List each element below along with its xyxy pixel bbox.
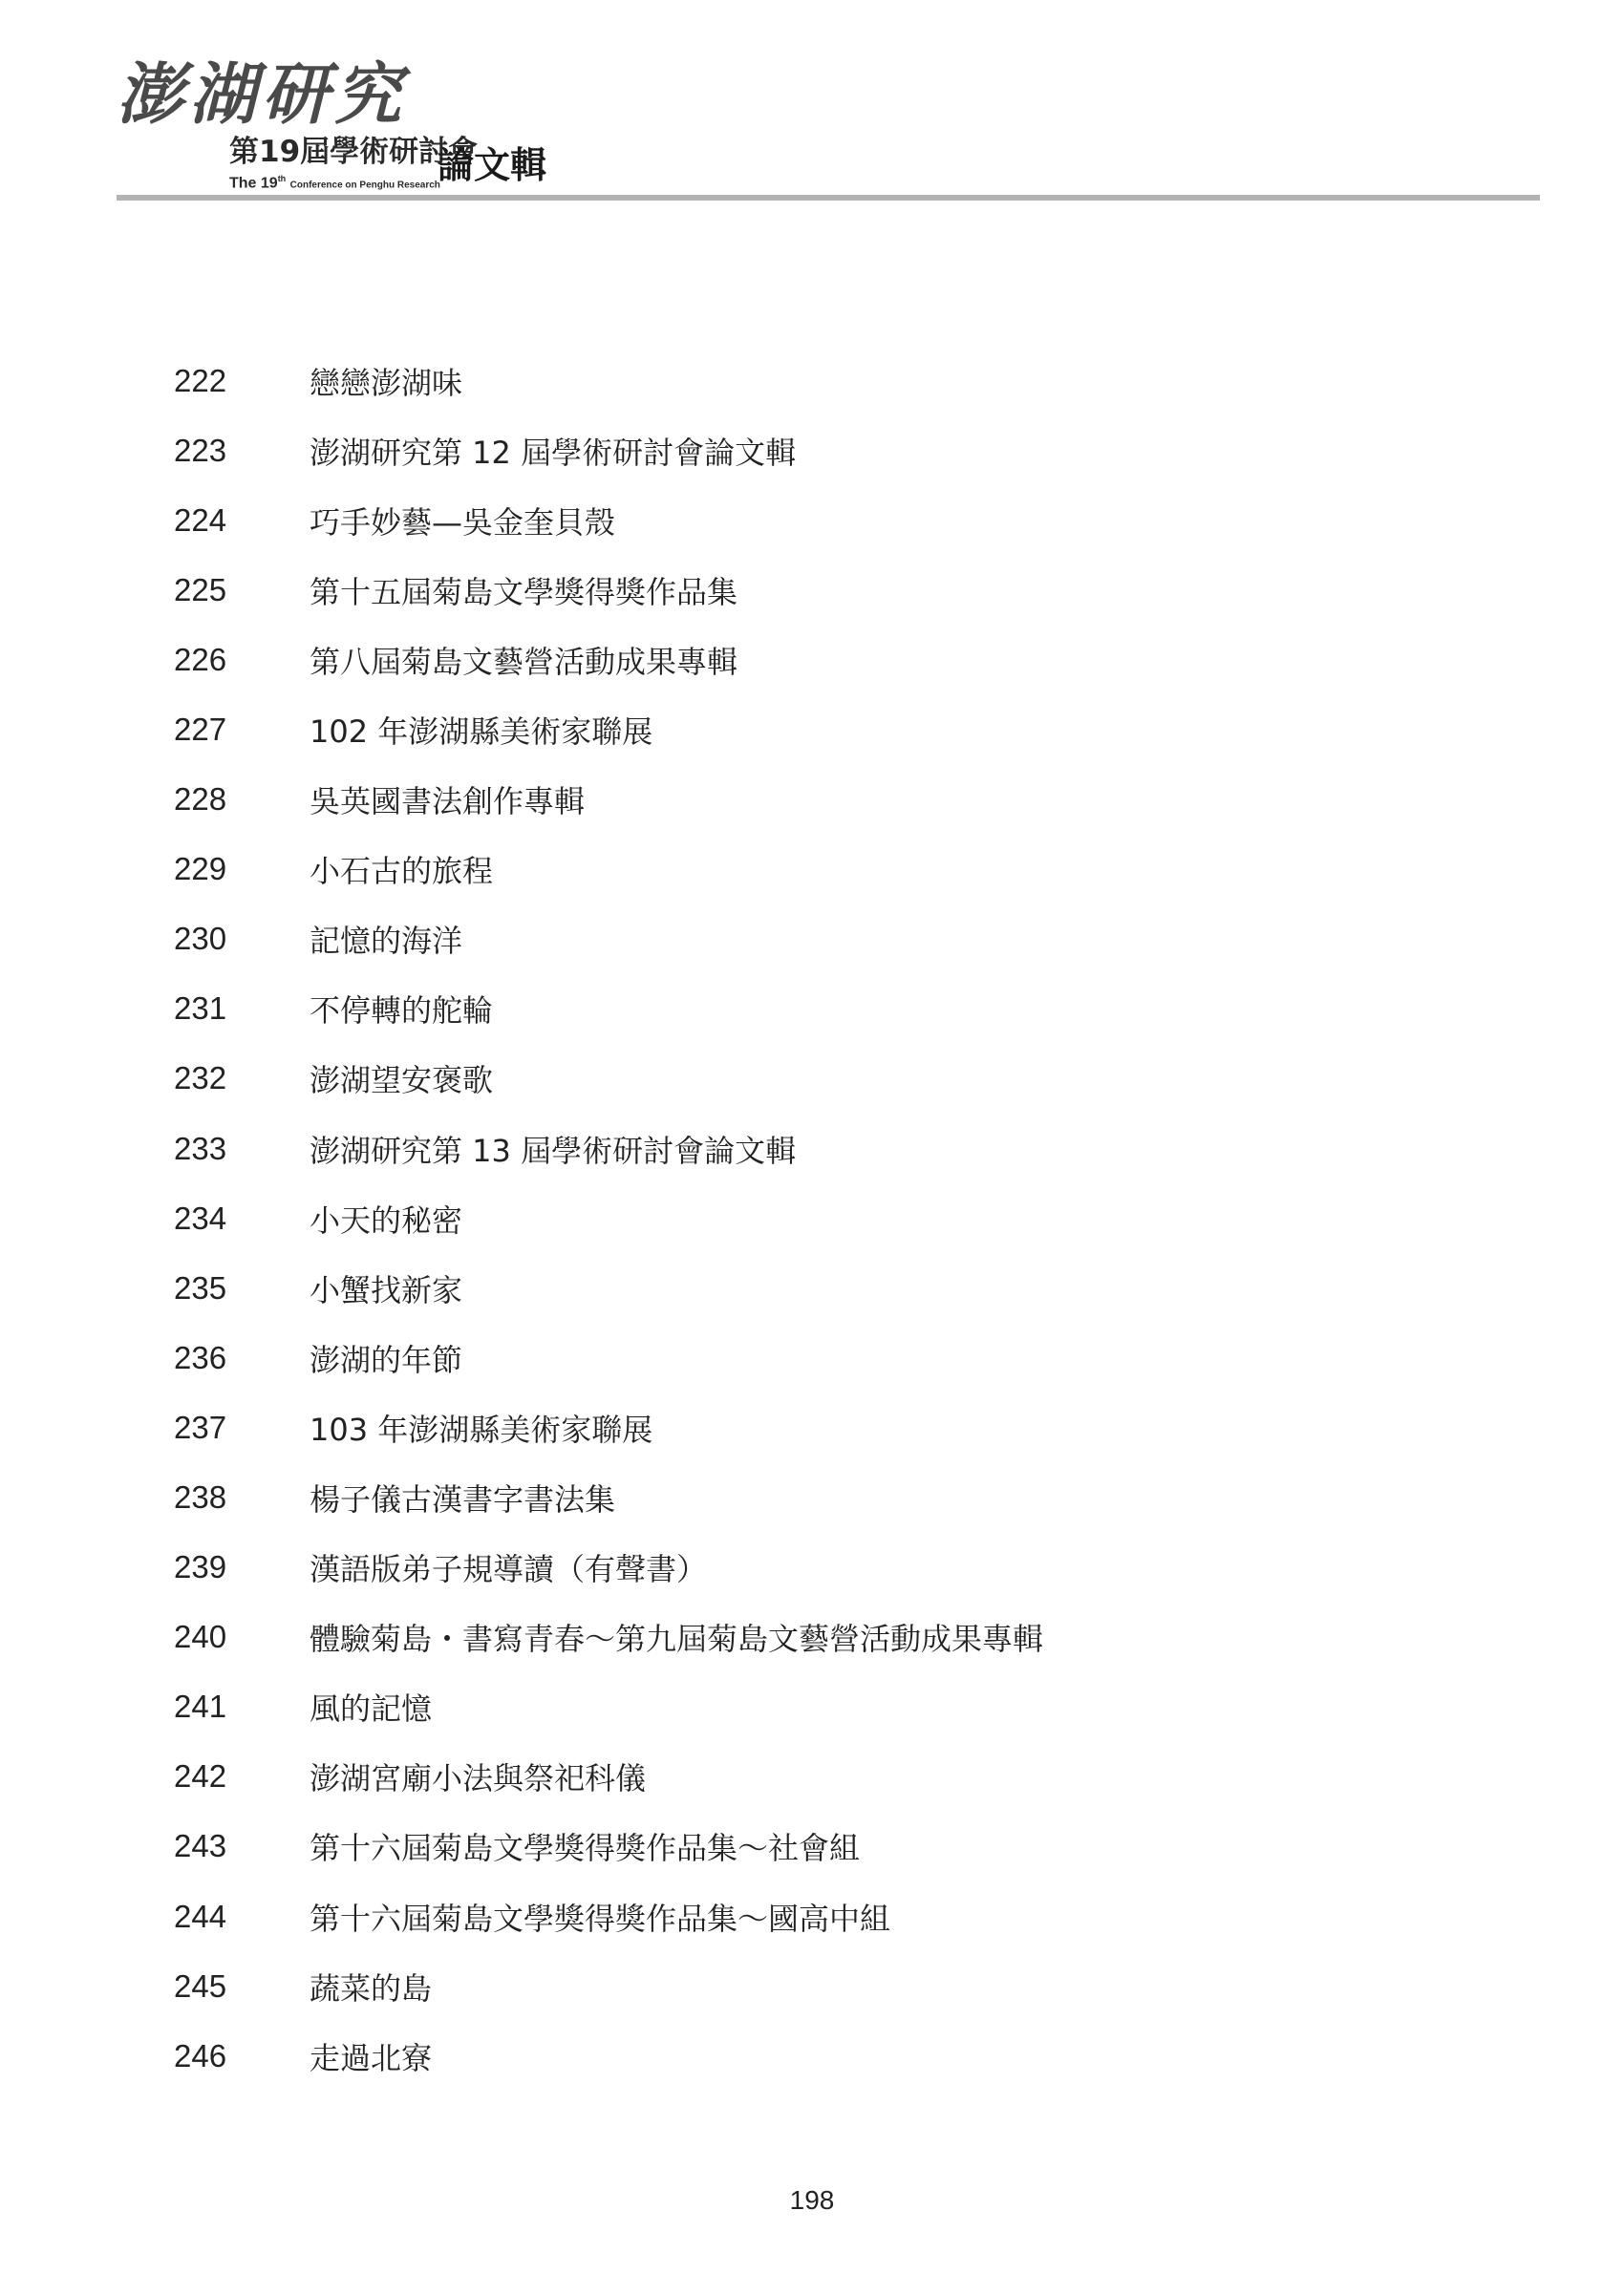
- list-item: [174, 835, 1464, 904]
- item-title: 體驗菊島・書寫青春～第九屆菊島文藝營活動成果專輯: [310, 1621, 1044, 1658]
- item-number: 224: [174, 501, 227, 538]
- item-number: 226: [174, 641, 227, 677]
- item-title: 蔬菜的島: [310, 1969, 433, 2007]
- list-item: [174, 904, 1464, 974]
- item-title: 第十五屆菊島文學獎得獎作品集: [310, 573, 738, 610]
- item-number: 245: [174, 1967, 227, 2004]
- list-item: [174, 1533, 1464, 1603]
- item-title: 不停轉的舵輪: [310, 992, 494, 1030]
- item-title: 小蟹找新家: [310, 1271, 463, 1308]
- item-title: 走過北寮: [310, 2039, 433, 2076]
- list-item: [174, 415, 1464, 485]
- item-number: 236: [174, 1339, 227, 1375]
- item-number: 235: [174, 1269, 227, 1306]
- logo-title: 澎湖研究: [117, 54, 407, 134]
- list-item: [174, 1044, 1464, 1114]
- item-title: 小天的秘密: [310, 1201, 463, 1239]
- item-title: 記憶的海洋: [310, 923, 463, 960]
- item-number: 230: [174, 921, 227, 957]
- list-item: [174, 1253, 1464, 1323]
- item-title: 第八屆菊島文藝營活動成果專輯: [310, 643, 738, 680]
- list-item: [174, 1463, 1464, 1533]
- conference-subtitle-en: [229, 175, 440, 191]
- conference-subtitle-cn: 第19屆學術研討會: [229, 135, 479, 169]
- list-item: [174, 1881, 1464, 1951]
- item-number: 238: [174, 1479, 227, 1515]
- list-item: [174, 1183, 1464, 1253]
- list-item: [174, 1672, 1464, 1742]
- item-number: 234: [174, 1200, 227, 1236]
- item-title: 風的記憶: [310, 1690, 433, 1728]
- item-number: 233: [174, 1130, 227, 1166]
- item-title: 澎湖研究第 13 屆學術研討會論文輯: [310, 1132, 797, 1169]
- list-item: [174, 1742, 1464, 1812]
- page-header: [117, 54, 1540, 204]
- subtitle-en-prefix: The 19: [229, 175, 278, 192]
- item-title: 第十六屆菊島文學獎得獎作品集～社會組: [310, 1830, 861, 1867]
- list-item: [174, 1392, 1464, 1462]
- list-item: [174, 1323, 1464, 1392]
- item-number: 243: [174, 1828, 227, 1864]
- list-item: [174, 1812, 1464, 1881]
- list-item: [174, 2021, 1464, 2091]
- item-number: 244: [174, 1898, 227, 1934]
- item-number: 228: [174, 781, 227, 818]
- item-title: 漢語版弟子規導讀（有聲書）: [310, 1551, 708, 1588]
- item-number: 246: [174, 2037, 227, 2073]
- item-number: 231: [174, 990, 227, 1027]
- item-number: 223: [174, 432, 227, 468]
- list-item: [174, 1603, 1464, 1672]
- list-item: [174, 346, 1464, 415]
- item-title: 第十六屆菊島文學獎得獎作品集～國高中組: [310, 1900, 891, 1937]
- item-number: 225: [174, 571, 227, 607]
- item-title: 戀戀澎湖味: [310, 364, 463, 401]
- item-number: 242: [174, 1758, 227, 1795]
- header-rule: [117, 195, 1540, 201]
- proceedings-label: 論文輯: [438, 144, 547, 186]
- item-number: 227: [174, 711, 227, 747]
- item-number: 229: [174, 851, 227, 887]
- item-number: 239: [174, 1549, 227, 1585]
- item-title: 103 年澎湖縣美術家聯展: [310, 1411, 653, 1448]
- subtitle-en-rest: Conference on Penghu Research: [289, 180, 440, 191]
- item-number: 240: [174, 1619, 227, 1655]
- item-title: 吳英國書法創作專輯: [310, 783, 586, 820]
- item-title: 小石古的旅程: [310, 853, 494, 890]
- list-item: [174, 1951, 1464, 2021]
- item-title: 楊子儀古漢書字書法集: [310, 1481, 616, 1518]
- item-number: 232: [174, 1060, 227, 1096]
- item-number: 237: [174, 1409, 227, 1445]
- list-item: [174, 625, 1464, 694]
- subtitle-en-ordinal: th: [277, 174, 287, 183]
- item-number: 222: [174, 362, 227, 398]
- page-number: 198: [789, 2185, 835, 2215]
- publication-list: [174, 346, 1464, 2091]
- list-item: [174, 555, 1464, 625]
- item-title: 澎湖望安褒歌: [310, 1062, 494, 1099]
- item-number: 241: [174, 1689, 227, 1725]
- list-item: [174, 974, 1464, 1044]
- item-title: 澎湖宮廟小法與祭祀科儀: [310, 1760, 647, 1797]
- list-item: [174, 485, 1464, 555]
- list-item: [174, 694, 1464, 764]
- item-title: 澎湖的年節: [310, 1341, 463, 1378]
- list-item: [174, 765, 1464, 835]
- item-title: 102 年澎湖縣美術家聯展: [310, 712, 653, 750]
- item-title: 澎湖研究第 12 屆學術研討會論文輯: [310, 434, 797, 471]
- item-title: 巧手妙藝—吳金奎貝殼: [310, 503, 616, 541]
- list-item: [174, 1114, 1464, 1183]
